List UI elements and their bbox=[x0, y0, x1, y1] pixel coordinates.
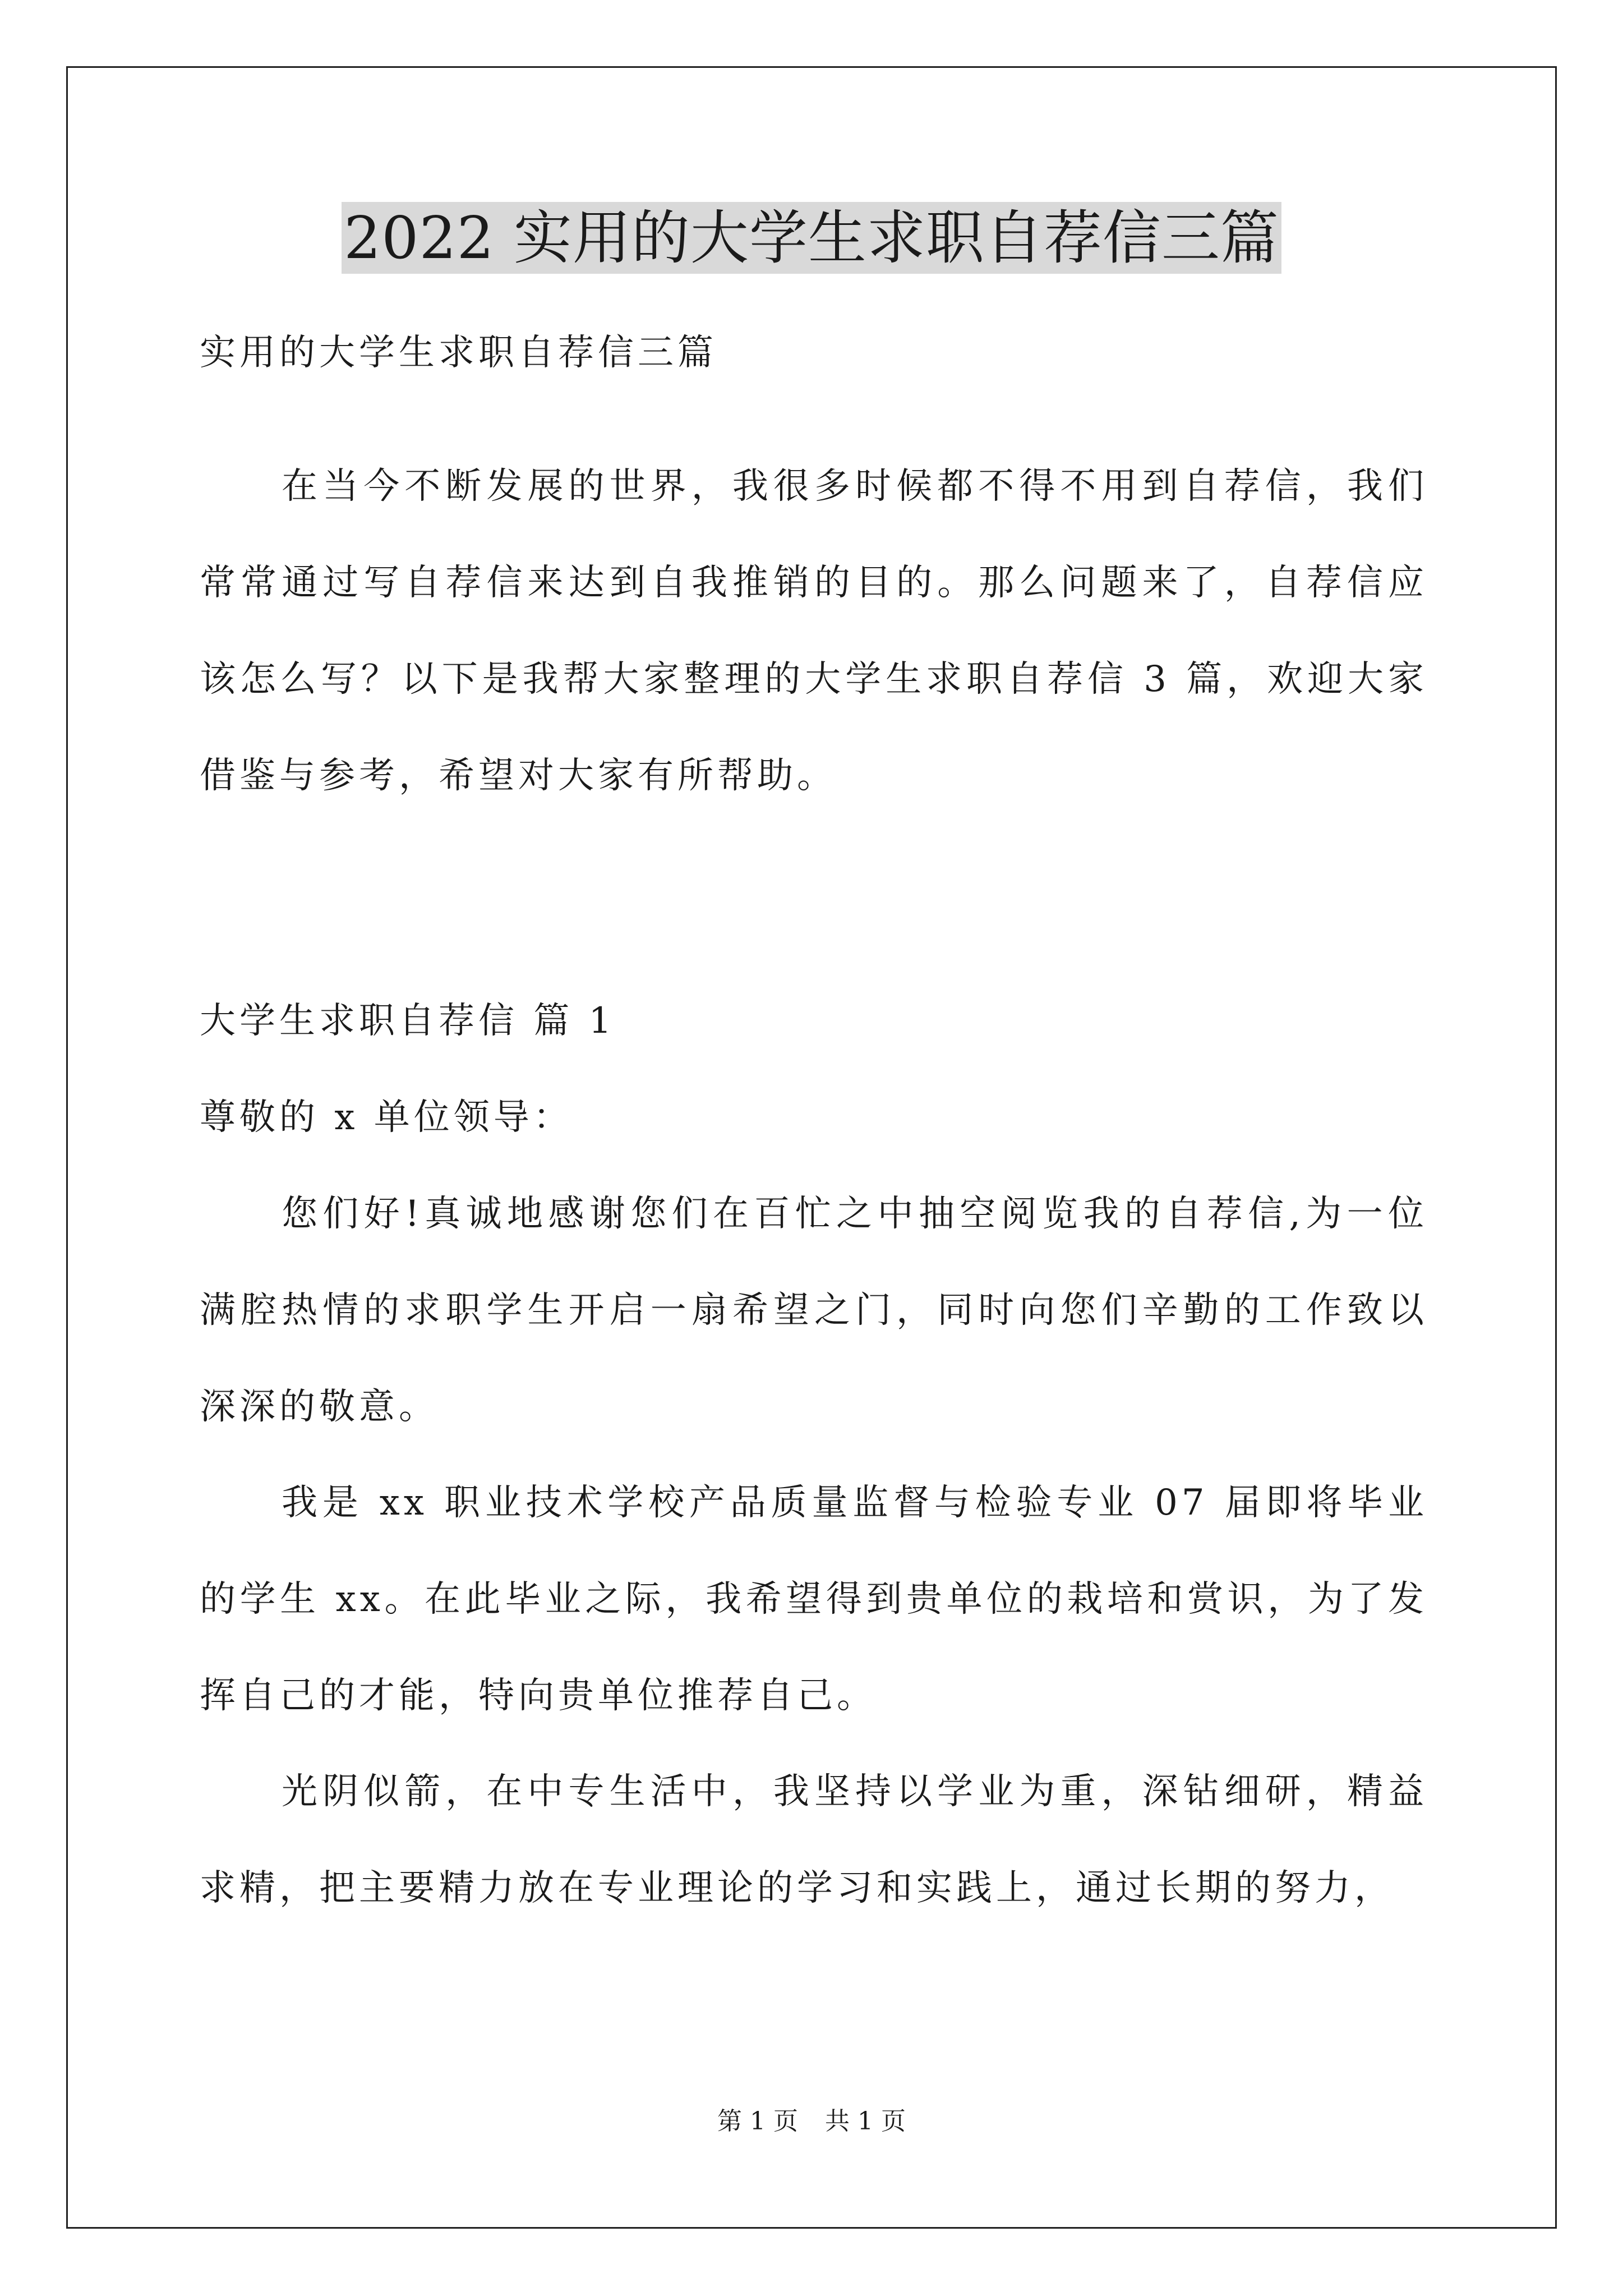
page-total: 共 1 页 bbox=[825, 2107, 906, 2136]
body-paragraph-3: 光阴似箭，在中专生活中，我坚持以学业为重，深钻细研，精益求精，把主要精力放在专业理论的学习和实践上，通过长期的努力， bbox=[200, 1771, 1428, 1909]
body-paragraph-2: 我是 xx 职业技术学校产品质量监督与检验专业 07 届即将毕业的学生 xx。在此毕业之际，我希望得到贵单位的栽培和赏识，为了发挥自己的才能，特向贵单位推荐自己。 bbox=[200, 1482, 1428, 1717]
salutation: 尊敬的 x 单位领导： bbox=[200, 1097, 573, 1138]
body-paragraph-1: 您们好!真诚地感谢您们在百忙之中抽空阅览我的自荐信,为一位满腔热情的求职学生开启一扇希望之门，同时向您们辛勤的工作致以深深的敬意。 bbox=[200, 1193, 1428, 1428]
title-container bbox=[0, 202, 1623, 274]
page-footer bbox=[0, 2106, 1623, 2137]
document-title: 2022 实用的大学生求职自荐信三篇 bbox=[342, 202, 1281, 274]
page-number: 第 1 页 bbox=[717, 2107, 798, 2136]
section-heading: 大学生求职自荐信 篇 1 bbox=[200, 1000, 616, 1042]
document-subtitle: 实用的大学生求职自荐信三篇 bbox=[200, 332, 717, 374]
intro-paragraph: 在当今不断发展的世界，我很多时候都不得不用到自荐信，我们常常通过写自荐信来达到自我推销的目的。那么问题来了，自荐信应该怎么写？以下是我帮大家整理的大学生求职自荐信 3 篇，欢迎大家借鉴与参考，希望对大家有所帮助。 bbox=[200, 466, 1428, 797]
